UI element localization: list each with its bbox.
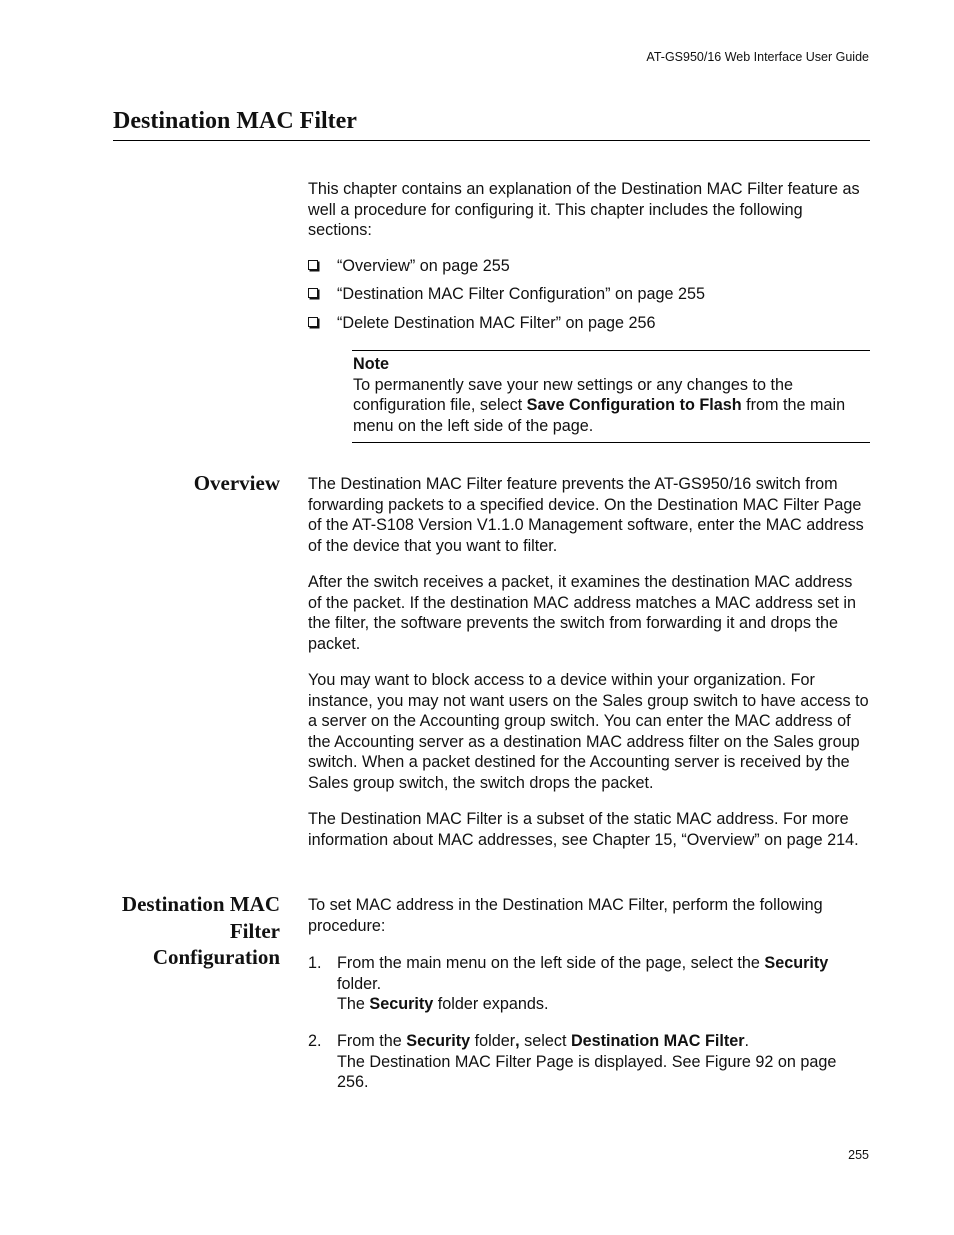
overview-paragraph: The Destination MAC Filter is a subset of the static MAC address. For more information about MAC addresses, see Chapter 15, “Overview” on page 214.: [308, 810, 859, 849]
intro-text: This chapter contains an explanation of the Destination MAC Filter feature as well a procedure for configuring it. This chapter includes the following sections:: [308, 180, 860, 239]
checkbox-bullet-icon: [308, 288, 318, 298]
checkbox-bullet-icon: [308, 317, 318, 327]
title-rule: [113, 140, 870, 141]
section-list-item[interactable]: [308, 256, 870, 277]
chapter-title: Destination MAC Filter: [113, 108, 357, 134]
section-link[interactable]: “Overview” on page 255: [337, 257, 510, 275]
note-box: [352, 350, 870, 443]
running-header: AT-GS950/16 Web Interface User Guide: [646, 50, 869, 64]
section-list-item[interactable]: [308, 313, 870, 334]
checkbox-bullet-icon: [308, 260, 318, 270]
overview-heading: Overview: [193, 471, 280, 495]
section-list-item[interactable]: [308, 284, 870, 305]
section-link[interactable]: “Destination MAC Filter Configuration” on page 255: [337, 285, 706, 303]
step-number: 1.: [308, 954, 322, 972]
step-text: From the main menu on the left side of the page, select the Security folder. The Security folder expands.: [337, 954, 829, 1013]
page-number: 255: [848, 1148, 869, 1162]
overview-paragraph: The Destination MAC Filter feature prevents the AT-GS950/16 switch from forwarding packets to a specified device. On the Destination MAC Filter Page of the AT-S108 Version V1.1.0 Management software, enter the MAC address of the device that you want to filter.: [308, 475, 864, 555]
note-title: Note: [353, 355, 389, 373]
overview-paragraph: After the switch receives a packet, it examines the destination MAC address of the packet. If the destination MAC address matches a MAC address set in the filter, the software prevents the switch from forwarding it and drops the packet.: [308, 573, 856, 653]
note-text: To permanently save your new settings or any changes to the configuration file, select Save Configuration to Flash from the main menu on the left side of the page.: [353, 375, 846, 435]
configuration-heading: Destination MAC Filter Configuration: [121, 892, 280, 969]
step-text: From the Security folder, select Destination MAC Filter. The Destination MAC Filter Page is displayed. See Figure 92 on page 256.: [337, 1032, 837, 1091]
overview-paragraph: You may want to block access to a device within your organization. For instance, you may not want users on the Sales group switch to have access to a server on the Accounting group switch. You can enter the MAC address of the Accounting server as a destination MAC address filter on the Sales group switch. When a packet destined for the Accounting server is received by the Sales group switch, the switch drops the packet.: [308, 671, 869, 792]
section-link[interactable]: “Delete Destination MAC Filter” on page 256: [337, 314, 656, 332]
step-number: 2.: [308, 1032, 322, 1050]
note-bottom-rule: [352, 442, 870, 443]
configuration-intro: To set MAC address in the Destination MAC Filter, perform the following procedure:: [308, 896, 823, 935]
intro-paragraph: [308, 179, 870, 241]
